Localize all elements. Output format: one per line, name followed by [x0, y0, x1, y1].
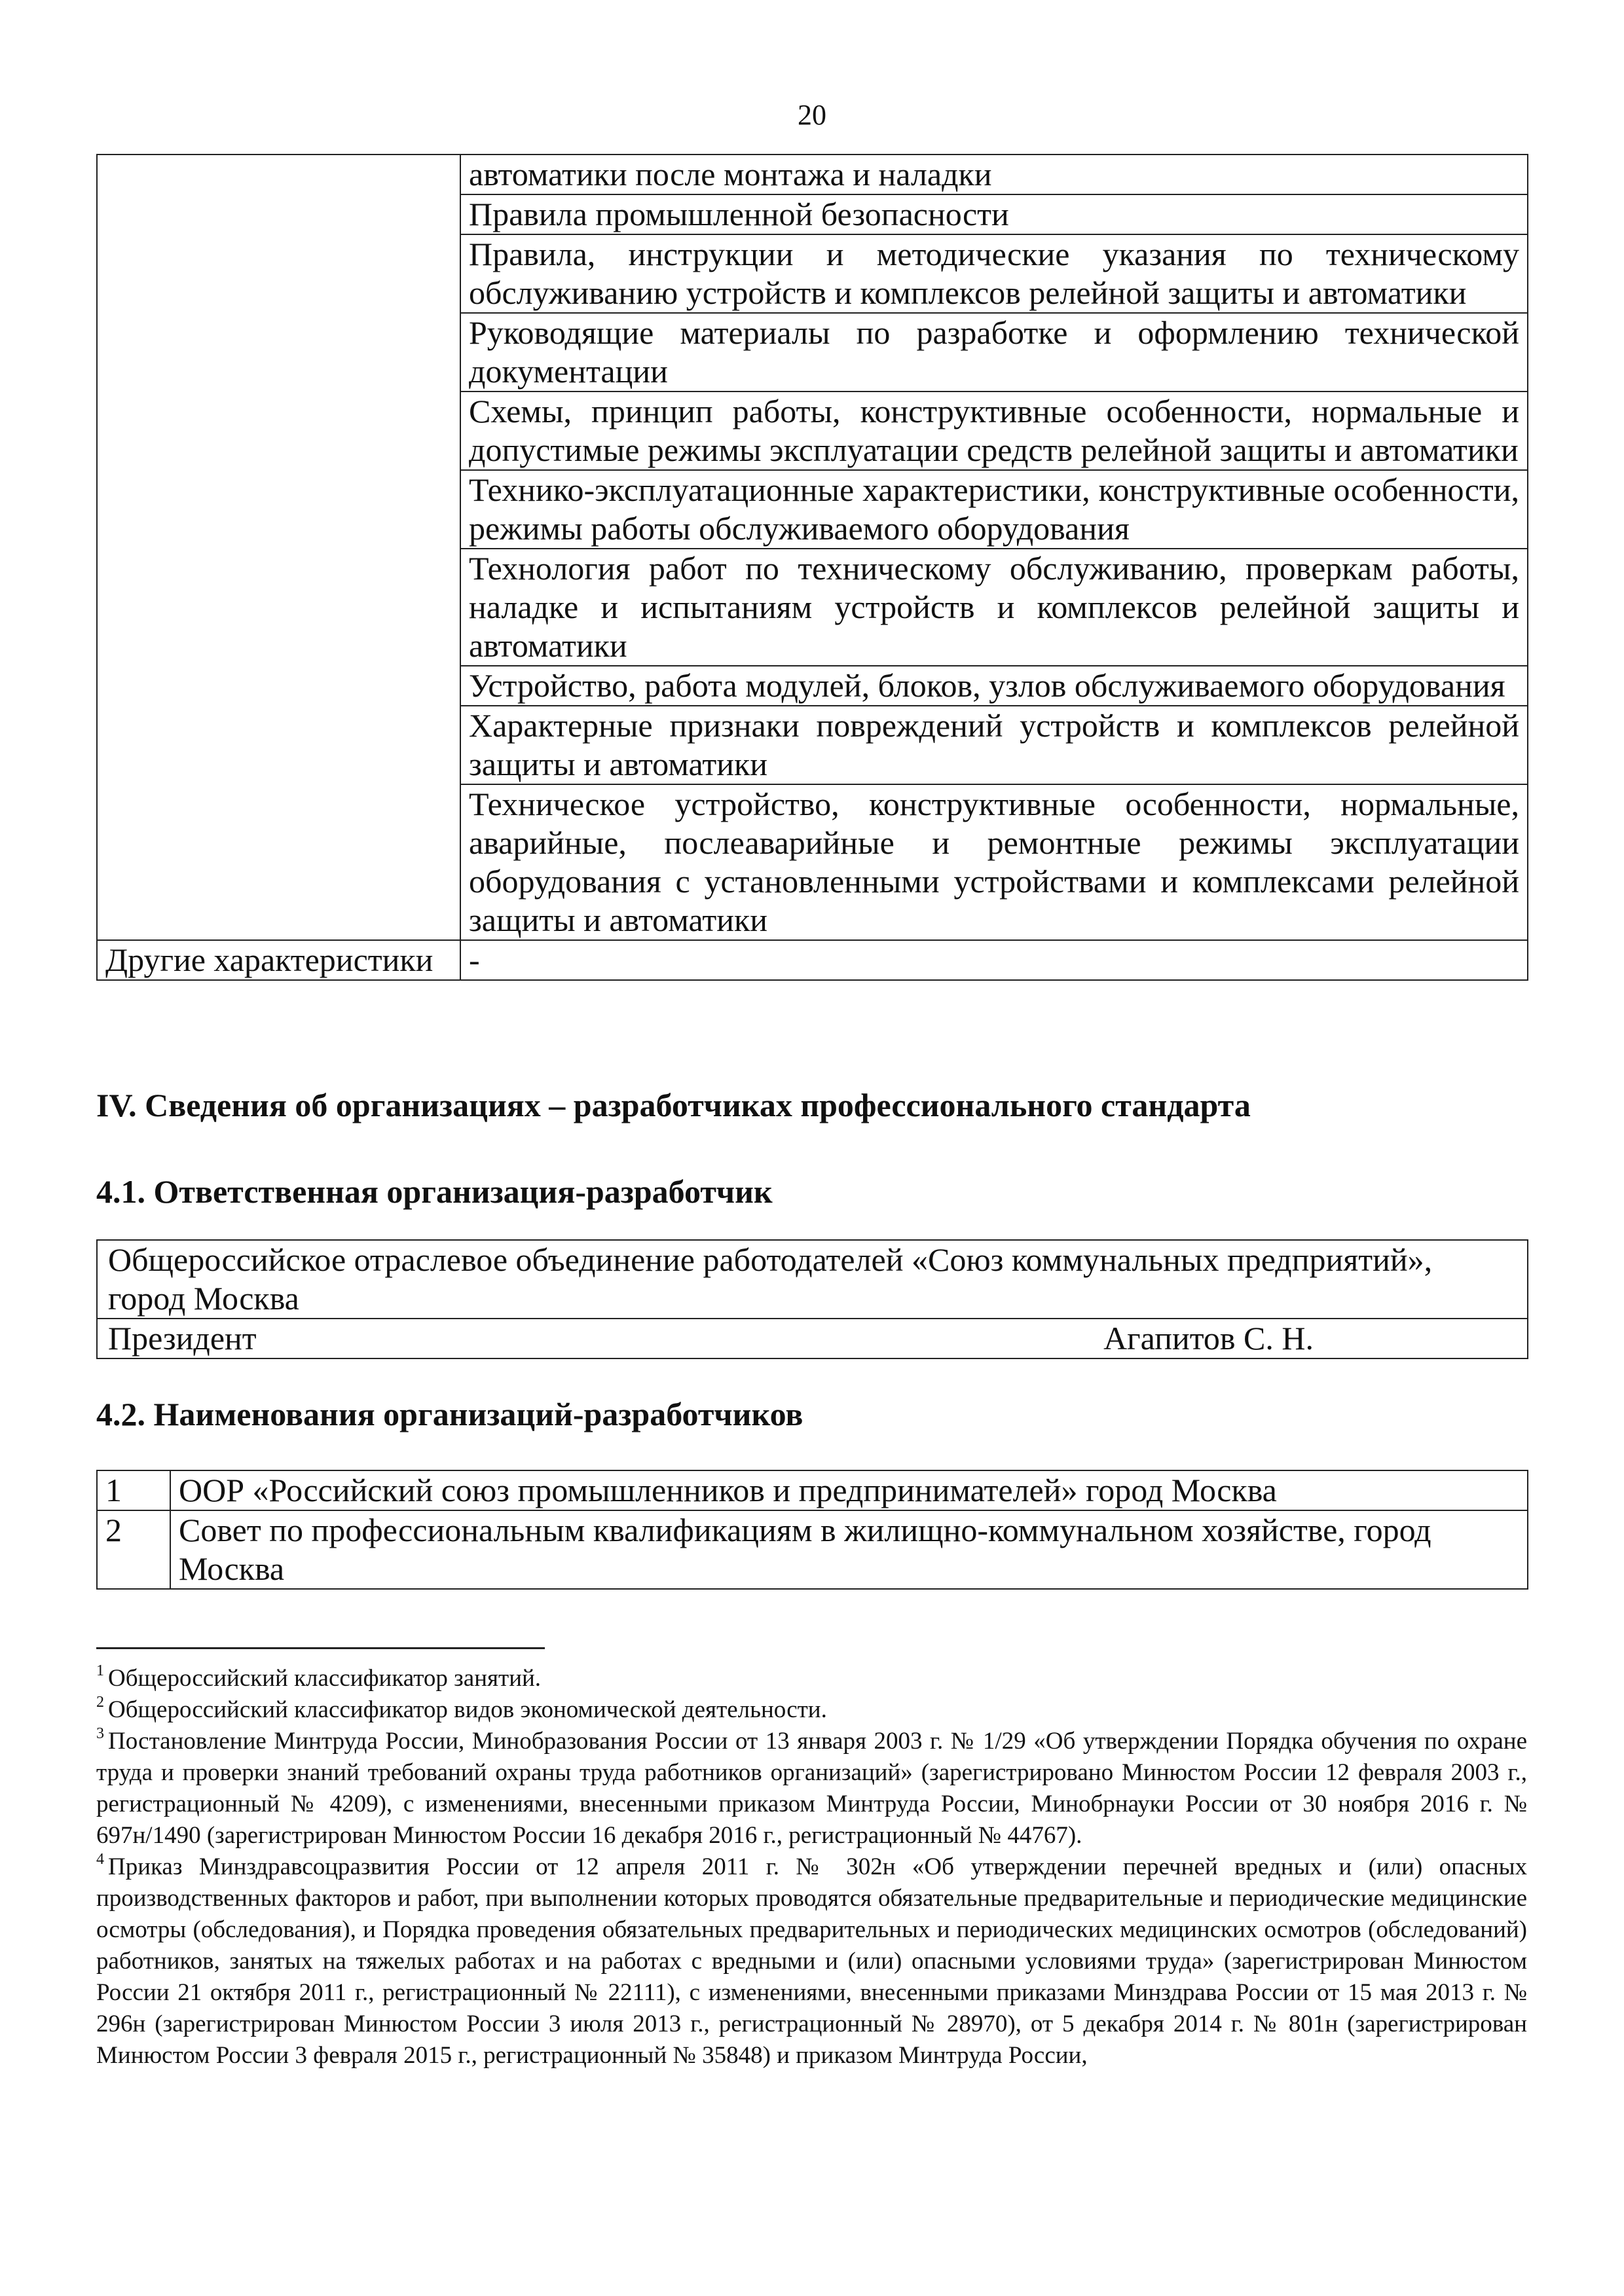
- footnote-divider: [96, 1647, 545, 1649]
- footnote-mark: 1: [96, 1662, 104, 1679]
- subsection-4-2-heading: 4.2. Наименования организаций-разработчиков: [96, 1396, 803, 1432]
- person-name: Агапитов С. Н.: [1103, 1320, 1314, 1357]
- footnote-text: Постановление Минтруда России, Минобразования России от 13 января 2003 г. № 1/29 «Об утверждении Порядка обучения по охране труда и проверки знаний требований охраны труда работников организаций» (зарегистрировано Минюстом России 12 февраля 2003 г., регистрационный № 4209), с изменениями, внесенными приказом Минтруда России, Минобрнауки России от 30 ноября 2016 г. № 697н/1490 (зарегистрирован Минюстом России 16 декабря 2016 г., регистрационный № 44767).: [96, 1728, 1527, 1849]
- developer-number: 2: [97, 1510, 170, 1589]
- knowledge-item: Устройство, работа модулей, блоков, узлов обслуживаемого оборудования: [460, 666, 1528, 706]
- footnote-text: Общероссийский классификатор занятий.: [108, 1665, 542, 1692]
- developer-name: ООР «Российский союз промышленников и предпринимателей» город Москва: [170, 1470, 1528, 1510]
- responsible-org-table: [96, 1239, 1528, 1359]
- footnote-mark: 3: [96, 1725, 104, 1742]
- footnote-text: Приказ Минздравсоцразвития России от 12 апреля 2011 г. № 302н «Об утверждении перечней вредных и (или) опасных производственных факторов и работ, при выполнении которых проводятся обязательные предварительные и периодические медицинские осмотры (обследования), и Порядка проведения обязательных предварительных и периодических медицинских осмотров (обследований) работников, занятых на тяжелых работах и на работах с вредными и (или) опасными условиями труда» (зарегистрирован Минюстом России 21 октября 2011 г., регистрационный № 22111), с изменениями, внесенными приказами Минздрава России от 15 мая 2013 г. № 296н (зарегистрирован Минюстом России 3 июля 2013 г., регистрационный № 28970), от 5 декабря 2014 г. № 801н (зарегистрирован Минюстом России 3 февраля 2015 г., регистрационный № 35848) и приказом Минтруда России,: [96, 1853, 1527, 2069]
- footnote-mark: 4: [96, 1851, 104, 1868]
- knowledge-item: Правила промышленной безопасности: [460, 194, 1528, 234]
- knowledge-item: автоматики после монтажа и наладки: [460, 155, 1528, 194]
- row-label-cell: [97, 155, 460, 940]
- position-title: Президент: [108, 1320, 257, 1357]
- knowledge-table: [96, 154, 1528, 981]
- table-row: [97, 1510, 1528, 1589]
- knowledge-item: Руководящие материалы по разработке и оформлению технической документации: [460, 313, 1528, 392]
- table-row: [97, 940, 1528, 980]
- footnote-text: Общероссийский классификатор видов экономической деятельности.: [108, 1696, 827, 1723]
- table-row: [97, 1240, 1528, 1319]
- table-row: [97, 1319, 1528, 1358]
- knowledge-item: Технология работ по техническому обслуживанию, проверкам работы, наладке и испытаниям устройств и комплексов релейной защиты и автоматики: [460, 549, 1528, 666]
- knowledge-item: Правила, инструкции и методические указания по техническому обслуживанию устройств и комплексов релейной защиты и автоматики: [460, 234, 1528, 313]
- footnote: [96, 1663, 1527, 1694]
- subsection-4-1-heading: 4.1. Ответственная организация-разработчик: [96, 1173, 773, 1210]
- footnotes: [96, 1663, 1527, 2071]
- other-characteristics-value: -: [460, 940, 1528, 980]
- other-characteristics-label: Другие характеристики: [97, 940, 460, 980]
- table-row: [97, 155, 1528, 194]
- page-number: 20: [798, 99, 826, 131]
- footnote-mark: 2: [96, 1694, 104, 1711]
- footnote: [96, 1851, 1527, 2071]
- knowledge-item: Технико-эксплуатационные характеристики, конструктивные особенности, режимы работы обслуживаемого оборудования: [460, 470, 1528, 549]
- table-row: [97, 1470, 1528, 1510]
- developer-number: 1: [97, 1470, 170, 1510]
- developer-name: Совет по профессиональным квалификациям в жилищно-коммунальном хозяйстве, город Москва: [170, 1510, 1528, 1589]
- section-iv-heading: IV. Сведения об организациях – разработчиках профессионального стандарта: [96, 1087, 1251, 1123]
- signature-row: [97, 1319, 1528, 1358]
- org-name: Общероссийское отраслевое объединение работодателей «Союз коммунальных предприятий», город Москва: [97, 1240, 1528, 1319]
- developers-table: [96, 1470, 1528, 1590]
- knowledge-item: Характерные признаки повреждений устройств и комплексов релейной защиты и автоматики: [460, 706, 1528, 784]
- knowledge-item: Техническое устройство, конструктивные особенности, нормальные, аварийные, послеаварийные и ремонтные режимы эксплуатации оборудования с установленными устройствами и комплексами релейной защиты и автоматики: [460, 784, 1528, 940]
- footnote: [96, 1694, 1527, 1726]
- footnote: [96, 1726, 1527, 1851]
- knowledge-item: Схемы, принцип работы, конструктивные особенности, нормальные и допустимые режимы эксплуатации средств релейной защиты и автоматики: [460, 392, 1528, 470]
